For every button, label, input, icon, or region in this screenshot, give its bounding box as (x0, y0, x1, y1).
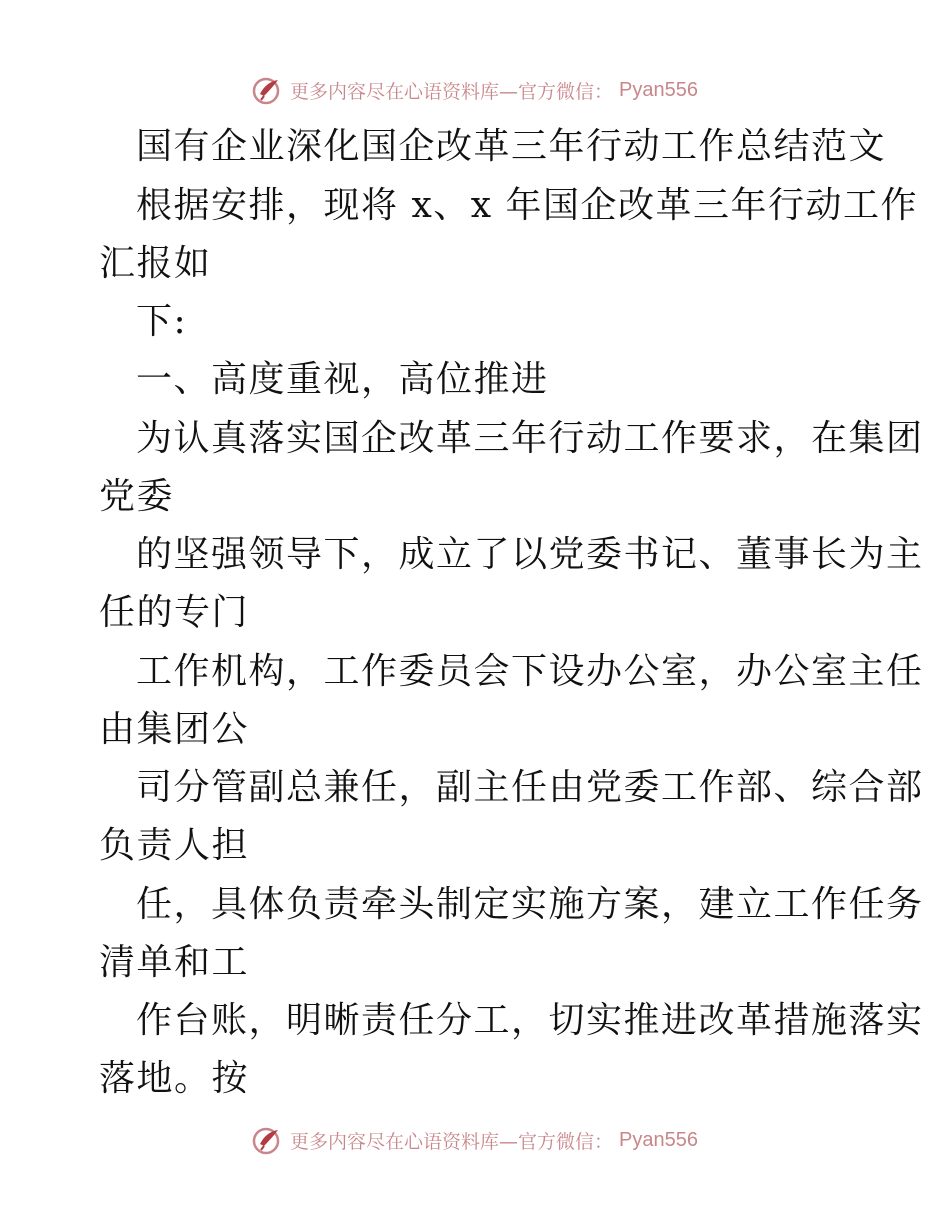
paragraph-line: 清单和工 (99, 942, 250, 983)
paragraph-line: 任，具体负责牵头制定实施方案，建立工作任务 (136, 884, 924, 925)
paragraph-line: 作台账，明晰责任分工，切实推进改革措施落实 (136, 1000, 924, 1041)
paragraph-line: 任的专门 (99, 592, 250, 633)
watermark-banner-bottom (0, 1120, 950, 1160)
paragraph-line: 负责人担 (99, 825, 250, 866)
pen-logo-icon (252, 1124, 284, 1156)
paragraph-line: 落地。按 (99, 1058, 250, 1099)
watermark-text: 更多内容尽在心语资料库—官方微信： (290, 80, 614, 103)
paragraph-line: 党委 (99, 476, 175, 517)
document-title: 国有企业深化国企改革三年行动工作总结范文 (136, 126, 887, 167)
watermark-wechat-id: Pyan556 (619, 1128, 698, 1151)
section-heading: 一、高度重视，高位推进 (136, 359, 549, 400)
paragraph-line: 工作机构，工作委员会下设办公室，办公室主任 (136, 651, 924, 692)
paragraph-line: 由集团公 (99, 709, 250, 750)
paragraph-line: 司分管副总兼任，副主任由党委工作部、综合部 (136, 767, 924, 808)
watermark-text: 更多内容尽在心语资料库—官方微信： (290, 1130, 614, 1153)
watermark-wechat-id: Pyan556 (619, 78, 698, 101)
watermark-banner-top (0, 70, 950, 110)
paragraph-line: 下: (136, 301, 188, 342)
paragraph-line: 汇报如 (99, 243, 212, 284)
paragraph-line: 根据安排，现将 x、x 年国企改革三年行动工作 (136, 185, 918, 226)
pen-logo-icon (252, 74, 284, 106)
paragraph-line: 为认真落实国企改革三年行动工作要求，在集团 (136, 418, 924, 459)
paragraph-line: 的坚强领导下，成立了以党委书记、董事长为主 (136, 534, 924, 575)
